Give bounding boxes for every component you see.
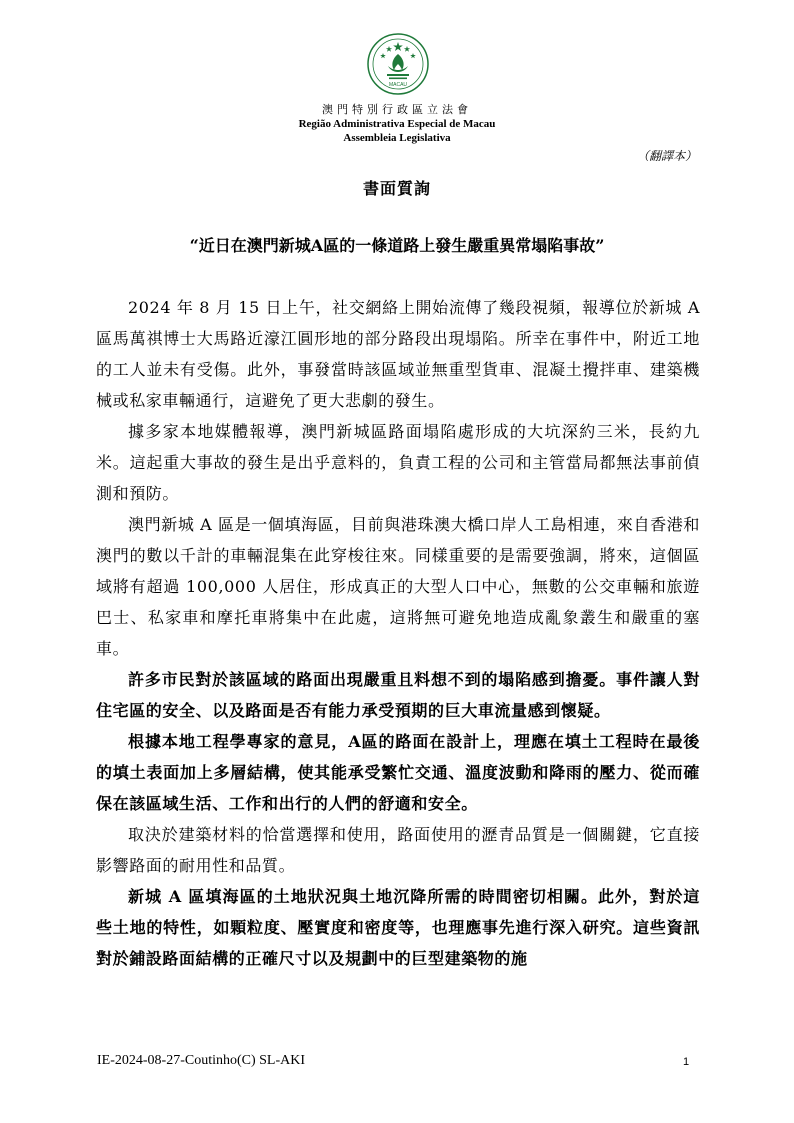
- paragraph: 2024 年 8 月 15 日上午，社交網絡上開始流傳了幾段視頻，報導位於新城 A 區馬萬祺博士大馬路近濠江圓形地的部分路段出現塌陷。所幸在事件中，附近工地的工人並未有受傷。此外，事發當時該區域並無重型貨車、混凝土攪拌車、建築機械或私家車輛通行，這避免了更大悲劇的發生。: [96, 298, 700, 410]
- document-body: [96, 292, 700, 974]
- page-number: 1: [683, 1056, 690, 1068]
- paragraph: 新城 A 區填海區的土地狀況與土地沉降所需的時間密切相關。此外，對於這些土地的特性，如顆粒度、壓實度和密度等，也理應事先進行深入研究。這些資訊對於鋪設路面結構的正確尺寸以及規劃中的巨型建築物的施: [96, 887, 700, 968]
- header-org-portuguese-1: Região Administrativa Especial de Macau: [298, 118, 496, 130]
- emblem-text: MACAU: [388, 82, 408, 88]
- header-org-portuguese-2: Assembleia Legislativa: [343, 132, 451, 144]
- paragraph: 澳門新城 A 區是一個填海區，目前與港珠澳大橋口岸人工島相連，來自香港和澳門的數以千計的車輛混集在此穿梭往來。同樣重要的是需要強調，將來，這個區域將有超過 100,000 人居住，形成真正的大型人口中心，無數的公交車輛和旅遊巴士、私家車和摩托車將集中在此處，這將無可避免地造成亂象叢生和嚴重的塞車。: [96, 515, 700, 658]
- paragraph: 許多市民對於該區域的路面出現嚴重且料想不到的塌陷感到擔憂。事件讓人對住宅區的安全、以及路面是否有能力承受預期的巨大車流量感到懷疑。: [96, 670, 700, 720]
- footer-reference: IE-2024-08-27-Coutinho(C) SL-AKI: [97, 1053, 306, 1068]
- paragraph: 根據本地工程學專家的意見，A區的路面在設計上，理應在填土工程時在最後的填土表面加上多層結構，使其能承受繁忙交通、溫度波動和降雨的壓力、從而確保在該區域生活、工作和出行的人們的舒適和安全。: [96, 732, 700, 813]
- paragraph: 取決於建築材料的恰當選擇和使用，路面使用的瀝青品質是一個關鍵，它直接影響路面的耐用性和品質。: [96, 825, 700, 875]
- document-type: 書面質詢: [362, 179, 431, 198]
- header-org-chinese: 澳門特別行政區立法會: [322, 103, 472, 116]
- document-title: “近日在澳門新城A區的一條道路上發生嚴重異常塌陷事故”: [189, 236, 605, 255]
- translation-note: （翻譯本）: [636, 149, 697, 163]
- macau-emblem-logo: [361, 32, 435, 96]
- paragraph: 據多家本地媒體報導，澳門新城區路面塌陷處形成的大坑深約三米，長約九米。這起重大事故的發生是出乎意料的，負責工程的公司和主管當局都無法事前偵測和預防。: [96, 422, 700, 503]
